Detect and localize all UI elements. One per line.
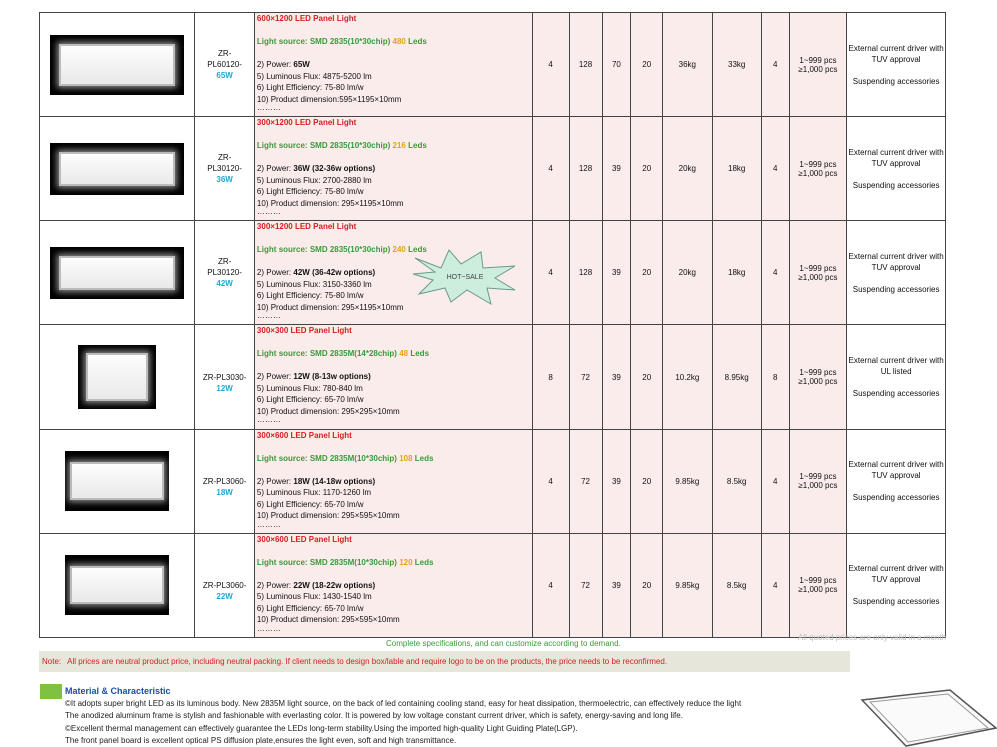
light-source-text: Light source: SMD 2835(10*30chip): [256, 141, 391, 151]
spacer-line-2: [257, 360, 532, 372]
gross-weight: 9.85kg: [663, 429, 712, 533]
remarks-cell: [847, 117, 946, 221]
net-weight: 18kg: [712, 117, 761, 221]
carton-dim-b: 70: [602, 13, 631, 117]
moq-tier-1: 1~999 pcs: [799, 472, 837, 482]
driver-note: External current driver with TUV approval: [848, 460, 944, 481]
model-code: ZR-PL3060-: [202, 580, 247, 590]
section-marker: [40, 684, 62, 699]
pcs-count: 4: [761, 117, 789, 221]
material-heading: Material & Characteristic: [65, 686, 171, 696]
model-code: ZR-PL3030-: [202, 372, 247, 382]
note-label: Note:: [42, 657, 62, 666]
model-code: PL30120-: [207, 268, 242, 278]
carton-dim-c: 20: [631, 325, 663, 429]
spacer-line: [257, 233, 532, 245]
carton-dim-a: 128: [569, 117, 602, 221]
power-line: [257, 476, 532, 488]
qty-per-carton: 4: [532, 13, 569, 117]
more-dots: ………: [256, 623, 281, 633]
more-dots: ………: [256, 415, 281, 425]
moq-tier-2: ≥1,000 pcs: [798, 377, 838, 387]
dimension-line: 10) Product dimension: 295×1195×10mm: [256, 198, 404, 208]
led-count: 480: [392, 37, 406, 46]
dimension-line: 10) Product dimension: 295×295×10mm: [256, 406, 400, 416]
moq-tier-2: ≥1,000 pcs: [798, 272, 838, 282]
pcs-count: 4: [761, 533, 789, 637]
more-dots: ………: [256, 207, 281, 217]
light-source-text: Light source: SMD 2835(10*30chip): [256, 245, 391, 255]
qty-per-carton: 4: [532, 533, 569, 637]
panel-light-glow: [59, 152, 175, 186]
carton-dim-c: 20: [631, 533, 663, 637]
panel-light-glow: [70, 462, 164, 500]
remarks-cell: [847, 221, 946, 325]
led-count: 48: [399, 349, 409, 359]
remarks-cell: [847, 325, 946, 429]
product-image-cell: [40, 325, 195, 429]
qty-per-carton: 4: [532, 221, 569, 325]
pcs-count: 4: [761, 13, 789, 117]
spacer-line-2: [257, 464, 532, 476]
material-line-3: ©Excellent thermal management can effectively guarantee the LEDs long-term stability.Using the imported high-quality Light Guiding Plate(LGP).: [65, 724, 578, 733]
model-wattage: 18W: [216, 487, 233, 497]
customize-note: Complete specifications, and can customize according to demand.: [386, 639, 621, 648]
moq-tier-1: 1~999 pcs: [799, 159, 837, 169]
net-weight: 8.95kg: [712, 325, 761, 429]
spacer-line-2: [257, 152, 532, 164]
qty-per-carton: 4: [532, 429, 569, 533]
remarks-cell: [847, 429, 946, 533]
moq-cell: [789, 13, 847, 117]
description-cell: [254, 117, 532, 221]
panel-outline-illustration: [860, 688, 997, 747]
light-source-text: Light source: SMD 2835M(10*30chip): [256, 557, 397, 567]
leds-word: Leds: [408, 141, 427, 151]
remarks-cell: [847, 533, 946, 637]
product-image: [50, 247, 184, 299]
spacer-line-2: [257, 48, 532, 60]
table-row: [40, 429, 946, 533]
remarks-cell: [847, 13, 946, 117]
product-table: [39, 12, 946, 638]
spacer-line-3: [847, 169, 945, 180]
driver-note: External current driver with TUV approval: [848, 147, 944, 168]
product-image: [78, 345, 156, 409]
spacer-line-3: [847, 65, 945, 76]
net-weight: 8.5kg: [712, 533, 761, 637]
product-image: [50, 35, 184, 95]
led-count: 120: [399, 557, 413, 567]
material-line-4: The front panel board is excellent optical PS diffusion plate,ensures the light even, soft and high transmittance.: [65, 736, 457, 745]
light-source: [257, 348, 532, 360]
carton-dim-c: 20: [631, 117, 663, 221]
flux-line: 5) Luminous Flux: 1430-1540 lm: [256, 592, 372, 602]
power-line: [257, 580, 532, 592]
spacer-line-2: [257, 568, 532, 580]
product-image-cell: [40, 221, 195, 325]
table-row: [40, 325, 946, 429]
carton-dim-a: 72: [569, 325, 602, 429]
light-source: [257, 557, 532, 569]
flux-line: 5) Luminous Flux: 1170-1260 lm: [256, 488, 372, 498]
product-image-cell: [40, 117, 195, 221]
description-cell: [254, 533, 532, 637]
leds-word: Leds: [408, 37, 427, 46]
power-label: 2) Power:: [256, 372, 292, 382]
model-cell: [195, 13, 255, 117]
efficiency-line: 6) Light Efficiency: 65-70 lm/w: [256, 499, 364, 509]
led-count: 108: [399, 453, 413, 463]
carton-dim-b: 39: [602, 221, 631, 325]
price-note-bar: [39, 651, 850, 672]
qty-per-carton: 8: [532, 325, 569, 429]
moq-cell: [789, 533, 847, 637]
driver-note: External current driver with TUV approval: [848, 564, 944, 585]
panel-light-glow: [86, 353, 148, 401]
power-label: 2) Power:: [256, 60, 292, 69]
model-wattage: 65W: [216, 71, 233, 81]
driver-note: External current driver with UL listed: [848, 356, 944, 377]
product-title: 300×1200 LED Panel Light: [256, 222, 357, 232]
moq-tier-2: ≥1,000 pcs: [798, 585, 838, 595]
efficiency-line: 6) Light Efficiency: 75-80 lm/w: [256, 83, 364, 92]
spacer-line: [257, 25, 532, 37]
description-cell: [254, 325, 532, 429]
gross-weight: 9.85kg: [663, 533, 712, 637]
driver-note: External current driver with TUV approval: [848, 251, 944, 272]
carton-dim-b: 39: [602, 325, 631, 429]
light-source-text: Light source: SMD 2835M(10*30chip): [256, 453, 397, 463]
validity-note: All quoted prices are only valid in a month: [798, 633, 947, 642]
carton-dim-a: 72: [569, 429, 602, 533]
carton-dim-c: 20: [631, 429, 663, 533]
dimension-line: 10) Product dimension: 295×1195×10mm: [256, 302, 404, 312]
carton-dim-b: 39: [602, 117, 631, 221]
moq-tier-1: 1~999 pcs: [799, 368, 837, 378]
power-label: 2) Power:: [256, 268, 292, 278]
dimension-line: 10) Product dimension: 295×595×10mm: [256, 615, 400, 625]
product-image-cell: [40, 429, 195, 533]
model-cell: [195, 221, 255, 325]
gross-weight: 20kg: [663, 221, 712, 325]
flux-line: 5) Luminous Flux: 780-840 lm: [256, 383, 363, 393]
accessory-note: Suspending accessories: [852, 180, 940, 190]
pcs-count: 8: [761, 325, 789, 429]
panel-light-glow: [70, 566, 164, 604]
led-count: 216: [392, 141, 406, 151]
panel-light-glow: [59, 256, 175, 290]
net-weight: 18kg: [712, 221, 761, 325]
accessory-note: Suspending accessories: [852, 284, 940, 294]
spacer-line: [257, 129, 532, 141]
light-source: [257, 453, 532, 465]
power-value: 36W (32-36w options): [293, 164, 376, 174]
dimension-line: 10) Product dimension:595×1195×10mm: [256, 94, 402, 104]
accessory-note: Suspending accessories: [852, 76, 940, 86]
efficiency-line: 6) Light Efficiency: 65-70 lm/w: [256, 603, 364, 613]
power-value: 22W (18-22w options): [293, 580, 376, 590]
moq-tier-2: ≥1,000 pcs: [798, 64, 838, 74]
hot-sale-text: HOT~SALE: [446, 274, 484, 281]
product-image-cell: [40, 13, 195, 117]
light-source: [257, 140, 532, 152]
carton-dim-a: 128: [569, 13, 602, 117]
product-title: 300×600 LED Panel Light: [256, 430, 352, 440]
carton-dim-c: 20: [631, 13, 663, 117]
product-title: 600×1200 LED Panel Light: [256, 14, 357, 23]
product-image: [65, 451, 169, 511]
power-line: [257, 59, 532, 71]
product-title: 300×1200 LED Panel Light: [256, 118, 357, 128]
model-code: PL30120-: [207, 164, 242, 174]
flux-line: 5) Luminous Flux: 2700-2880 lm: [256, 175, 372, 185]
pcs-count: 4: [761, 221, 789, 325]
product-title: 300×300 LED Panel Light: [256, 326, 352, 336]
dimension-line: 10) Product dimension: 295×595×10mm: [256, 511, 400, 521]
spacer-line: [257, 441, 532, 453]
spacer-line: [257, 545, 532, 557]
power-label: 2) Power:: [256, 164, 292, 174]
starburst-icon: [411, 248, 519, 306]
model-prefix: ZR-: [217, 257, 232, 267]
carton-dim-c: 20: [631, 221, 663, 325]
spacer-line-3: [847, 377, 945, 388]
moq-tier-1: 1~999 pcs: [799, 55, 837, 65]
description-cell: [254, 13, 532, 117]
driver-note: External current driver with TUV approval: [848, 43, 944, 64]
efficiency-line: 6) Light Efficiency: 75-80 lm/w: [256, 291, 364, 301]
spacer-line: [257, 337, 532, 349]
moq-tier-1: 1~999 pcs: [799, 576, 837, 586]
more-dots: ………: [256, 103, 281, 112]
moq-tier-2: ≥1,000 pcs: [798, 168, 838, 178]
product-title: 300×600 LED Panel Light: [256, 534, 352, 544]
light-source-text: Light source: SMD 2835M(14*28chip): [256, 349, 397, 359]
panel-light-glow: [59, 44, 175, 86]
accessory-note: Suspending accessories: [852, 597, 940, 607]
gross-weight: 10.2kg: [663, 325, 712, 429]
model-code: ZR-PL3060-: [202, 476, 247, 486]
spacer-line-3: [847, 585, 945, 596]
moq-tier-2: ≥1,000 pcs: [798, 481, 838, 491]
accessory-note: Suspending accessories: [852, 493, 940, 503]
table-row: [40, 117, 946, 221]
material-line-1: ©It adopts super bright LED as its luminous body. New 2835M light source, on the back of led containing cooling stand, easy for heat dissipation, thermoelectric, can effectively reduce the light: [65, 699, 742, 708]
model-prefix: ZR-: [217, 49, 232, 59]
net-weight: 8.5kg: [712, 429, 761, 533]
leds-word: Leds: [414, 557, 434, 567]
power-label: 2) Power:: [256, 476, 292, 486]
carton-dim-b: 39: [602, 429, 631, 533]
product-image-cell: [40, 533, 195, 637]
carton-dim-a: 72: [569, 533, 602, 637]
spacer-line-3: [847, 481, 945, 492]
more-dots: ………: [256, 519, 281, 529]
power-value: 65W: [293, 60, 310, 69]
material-line-2: The anodized aluminum frame is stylish and fashionable with everlasting color. It is powered by low voltage constant current driver, which is safety, energy-saving and long life.: [65, 711, 683, 720]
light-source: [257, 36, 532, 48]
product-image: [65, 555, 169, 615]
model-cell: [195, 429, 255, 533]
hot-sale-badge: [411, 248, 519, 306]
light-source-text: Light source: SMD 2835(10*30chip): [256, 37, 391, 46]
moq-cell: [789, 325, 847, 429]
model-wattage: 42W: [216, 279, 233, 289]
efficiency-line: 6) Light Efficiency: 75-80 lm/w: [256, 187, 364, 197]
model-code: PL60120-: [207, 60, 242, 70]
led-count: 240: [392, 245, 406, 255]
carton-dim-a: 128: [569, 221, 602, 325]
power-value: 12W (8-13w options): [293, 372, 371, 382]
moq-cell: [789, 117, 847, 221]
model-prefix: ZR-: [217, 153, 232, 163]
accessory-note: Suspending accessories: [852, 389, 940, 399]
power-line: [257, 371, 532, 383]
note-text: All prices are neutral product price, including neutral packing. If client needs to design box/lable and require logo to be on the products, the price needs to be reconfirmed.: [67, 657, 668, 666]
power-line: [257, 163, 532, 175]
description-cell: [254, 429, 532, 533]
carton-dim-b: 39: [602, 533, 631, 637]
net-weight: 33kg: [712, 13, 761, 117]
power-label: 2) Power:: [256, 580, 292, 590]
model-cell: [195, 533, 255, 637]
gross-weight: 36kg: [663, 13, 712, 117]
qty-per-carton: 4: [532, 117, 569, 221]
moq-cell: [789, 221, 847, 325]
power-value: 42W (36-42w options): [293, 268, 376, 278]
leds-word: Leds: [414, 453, 434, 463]
leds-word: Leds: [410, 349, 430, 359]
power-value: 18W (14-18w options): [293, 476, 376, 486]
model-wattage: 12W: [216, 383, 233, 393]
product-image: [50, 143, 184, 195]
table-row: [40, 533, 946, 637]
flux-line: 5) Luminous Flux: 4875-5200 lm: [256, 71, 372, 81]
spacer-line-3: [847, 273, 945, 284]
gross-weight: 20kg: [663, 117, 712, 221]
efficiency-line: 6) Light Efficiency: 65-70 lm/w: [256, 395, 364, 405]
model-wattage: 22W: [216, 591, 233, 601]
more-dots: ………: [256, 311, 281, 321]
model-cell: [195, 325, 255, 429]
table-row: [40, 13, 946, 117]
pcs-count: 4: [761, 429, 789, 533]
leds-word: Leds: [408, 245, 427, 255]
moq-cell: [789, 429, 847, 533]
flux-line: 5) Luminous Flux: 3150-3360 lm: [256, 279, 372, 289]
model-wattage: 36W: [216, 175, 233, 185]
model-cell: [195, 117, 255, 221]
moq-tier-1: 1~999 pcs: [799, 263, 837, 273]
